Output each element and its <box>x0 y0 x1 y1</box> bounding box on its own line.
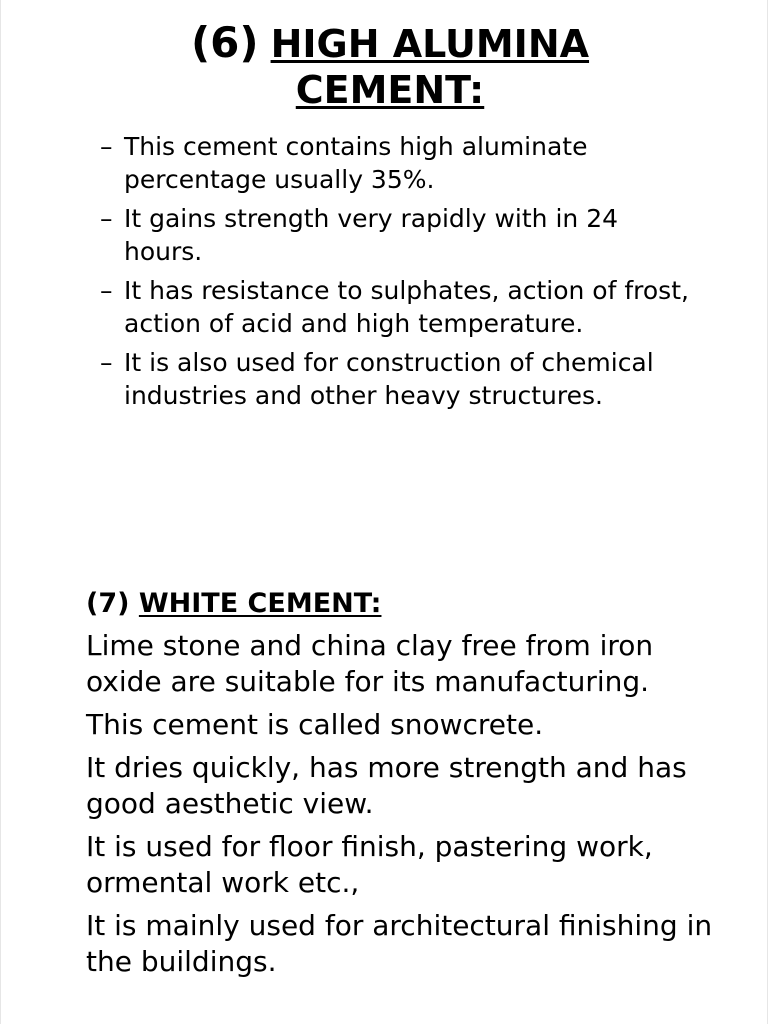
paragraph: It is mainly used for architectural finishing in the buildings. <box>86 909 713 978</box>
paragraph: This cement is called snowcrete. <box>86 708 544 741</box>
paragraph: Lime stone and china clay free from iron oxide are suitable for its manufacturing. <box>86 629 654 698</box>
section-7-heading <box>86 586 381 622</box>
paragraph: It dries quickly, has more strength and has good aesthetic view. <box>86 751 687 820</box>
list-item <box>100 130 700 196</box>
bullet-text: It is also used for construction of chemical industries and other heavy structures. <box>124 348 654 410</box>
section-7-title: WHITE CEMENT: <box>138 588 382 619</box>
slide-left-edge <box>0 0 1 1024</box>
bullet-text: This cement contains high aluminate percentage usually 35%. <box>124 132 588 194</box>
paragraph: It is used for floor finish, pastering work, ormental work etc., <box>86 830 653 899</box>
section-7-number: (7) <box>86 588 130 619</box>
list-item <box>100 202 700 268</box>
list-item <box>100 274 700 340</box>
dash-bullet-icon: – <box>100 348 113 377</box>
dash-bullet-icon: – <box>100 276 113 305</box>
section-6-title-line-2: CEMENT: <box>295 68 485 112</box>
bullet-text: It has resistance to sulphates, action of frost, action of acid and high temperature. <box>124 276 689 338</box>
dash-bullet-icon: – <box>100 132 113 161</box>
section-6-number: (6) <box>190 18 259 67</box>
list-item <box>100 346 700 412</box>
section-7-body <box>86 628 726 987</box>
section-6-bullet-list <box>100 130 700 418</box>
dash-bullet-icon: – <box>100 204 113 233</box>
section-6-title-line-1: HIGH ALUMINA <box>270 22 590 66</box>
section-6-heading <box>60 20 720 113</box>
bullet-text: It gains strength very rapidly with in 24 hours. <box>124 204 619 266</box>
